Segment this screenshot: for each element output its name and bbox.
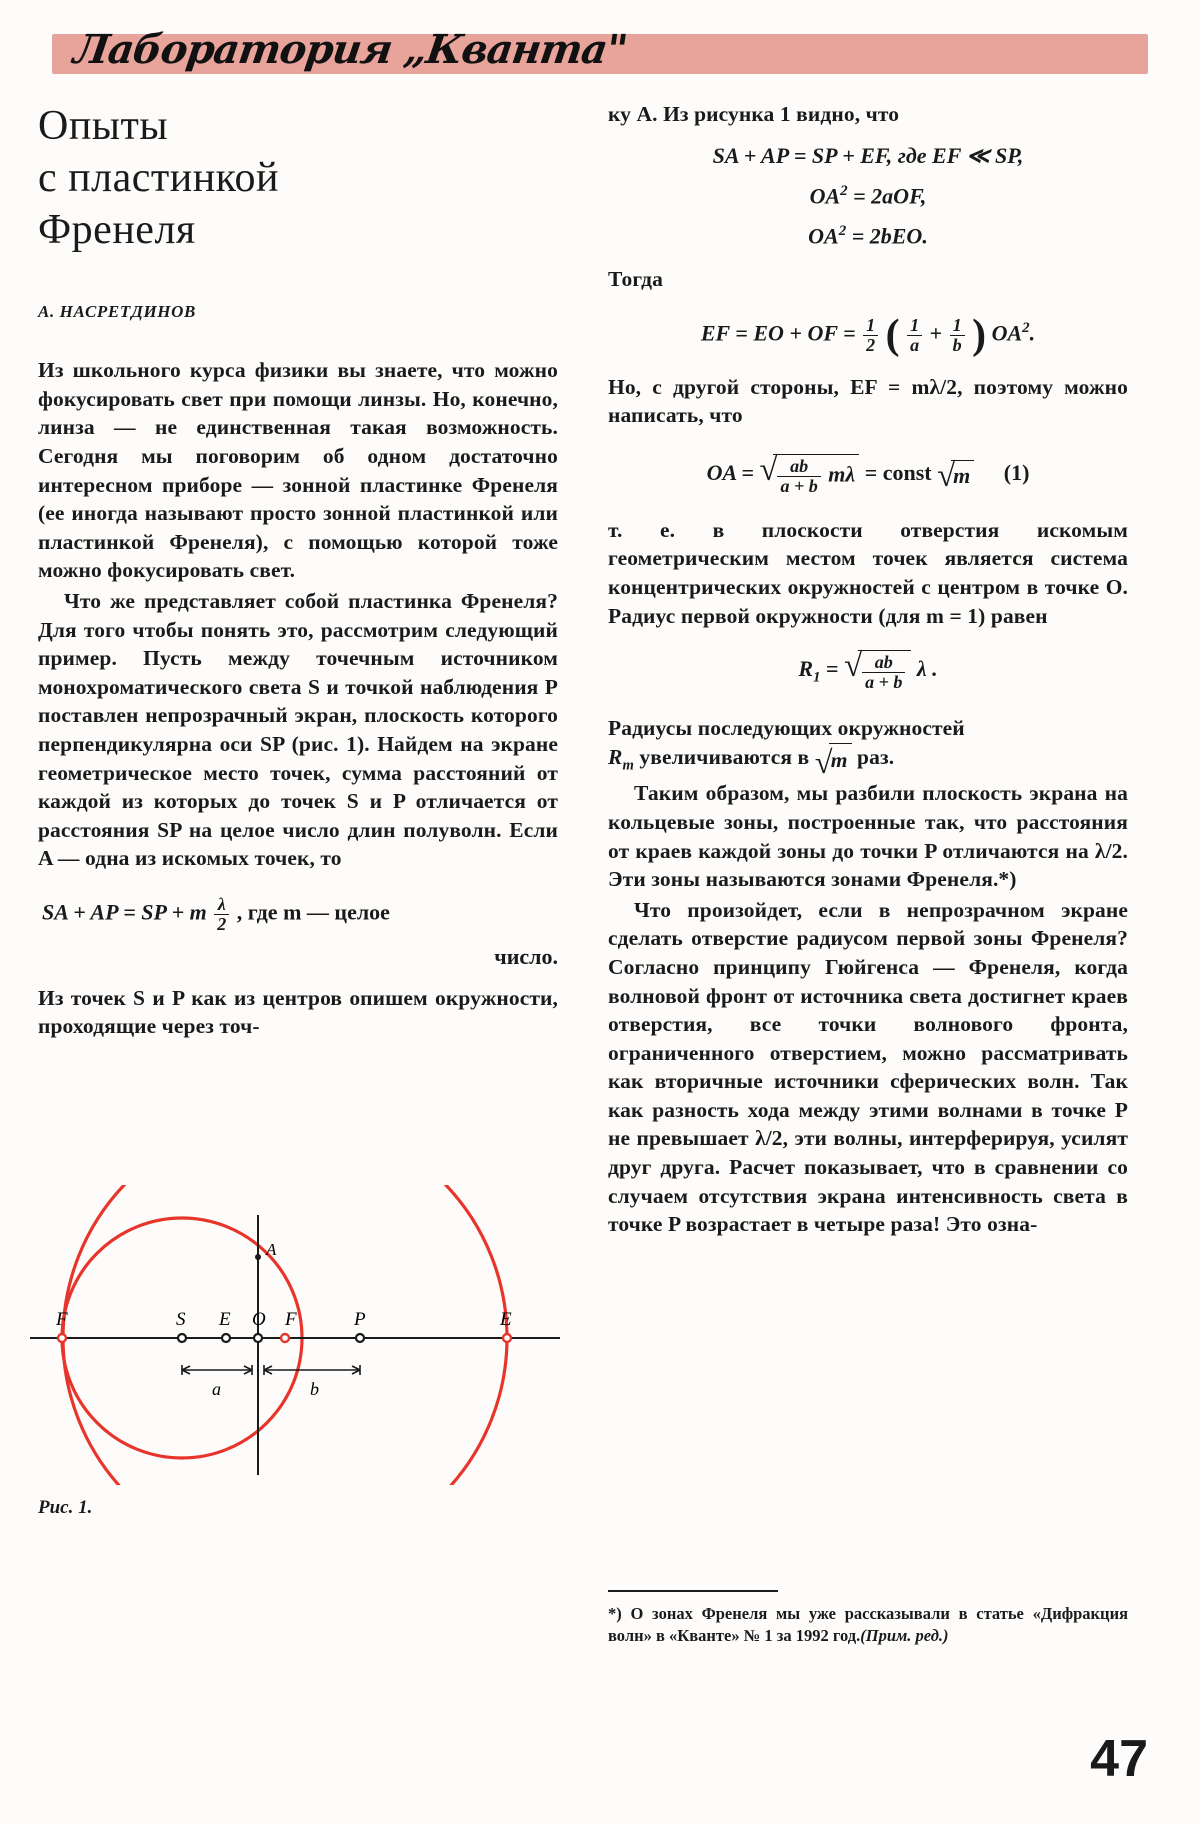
equation-sa-ap-tail2 (38, 944, 558, 970)
point-S (178, 1334, 186, 1342)
footnote-editor-note: (Прим. ред.) (860, 1626, 949, 1646)
paragraph-intro: Из школьного курса физики вы знаете, что можно фокусировать свет при помощи линзы. Но, конечно, линза — не единственная такая возможность. Сегодня мы поговорим об одном достаточно интересном приборе — зонной пластинке Френеля (ее иногда называют просто зонной пластинкой или пластинкой Френеля), с помощью которой тоже можно фокусировать свет. (38, 358, 558, 583)
radii-R-subscript: m (622, 756, 634, 773)
equation-R1-fraction-numerator: √ ab (874, 652, 893, 673)
figure-label-F-right: F (285, 1309, 297, 1330)
figure-caption: Рис. 1. (38, 1497, 93, 1518)
equation-1-mlambda: mλ (828, 461, 856, 487)
footnote-divider (608, 1590, 778, 1592)
equation-sa-ap (38, 895, 558, 934)
equation-ef-one-over-a (907, 316, 922, 355)
footnote-body: *) О зонах Френеля мы уже рассказывали в статье «Дифракция волн» в «Кванте» № 1 за 1992 год. (608, 1604, 1128, 1646)
equation-R1-fraction (862, 653, 905, 692)
equation-oa2-lead: OA (809, 182, 841, 208)
one-over-b-numerator: 1 (952, 314, 962, 335)
radii-mid-text: увеличиваются в (633, 744, 810, 769)
equation-1-sqrt-m-radicand: m (951, 460, 974, 489)
paragraph-circles: Из точек S и P как из центров опишем окружности, проходящие через точ- (38, 985, 558, 1039)
paragraph-concentric: т. е. в плоскости отверстия искомым геометрическим местом точек является система концентрических окружностей с центром в точке O. Радиус первой окружности (для m = 1) равен (608, 517, 1128, 628)
paragraph-zones: Таким образом, мы разбили плоскость экрана на кольцевые зоны, построенные так, что расстояния от краев каждой зоны до точки P отличаются на λ/2. Эти зоны называются зонами Френеля.*) (608, 781, 1128, 892)
one-over-a-numerator: 1 (910, 314, 920, 335)
equation-1-fraction-denominator: a + b (777, 476, 820, 496)
equation-1-radicand (773, 454, 859, 496)
title-line-1: Опыты (38, 103, 169, 149)
point-F-right (281, 1334, 289, 1342)
paragraph-other-side: Но, с другой стороны, EF = mλ/2, поэтому можно написать, что (608, 374, 1128, 428)
equation-oa2b-right: = 2bEO. (851, 223, 928, 249)
equation-R1-fraction-denominator: a + b (862, 672, 905, 692)
figure-label-A: A (266, 1240, 277, 1259)
equation-1-const: = const (864, 459, 932, 485)
equation-R1-sqrt (844, 650, 911, 692)
equation-1 (608, 454, 1128, 496)
equation-1-lead: OA = (706, 459, 754, 485)
equation-ef-tail-exponent: 2 (1022, 320, 1030, 336)
equation-R1-tail: λ . (916, 656, 938, 682)
equation-oa2-2beo (608, 223, 1128, 249)
paragraph-radii-line2 (608, 743, 1128, 776)
fraction-numerator: λ (217, 893, 226, 914)
left-column (38, 100, 558, 1041)
page-number: 47 (1090, 1730, 1148, 1788)
equation-ef-full (608, 311, 1128, 358)
equation-oa2b-lead: OA (808, 223, 839, 249)
paren-close: ) (972, 311, 987, 358)
point-E-right (503, 1334, 511, 1342)
radii-R: R (608, 744, 623, 769)
radii-sqrt (815, 743, 852, 775)
figure-label-F-left: F (56, 1309, 68, 1330)
equation-ef-period: . (1029, 320, 1036, 346)
paragraph-aperture: Что произойдет, если в непрозрачном экране сделать отверстие радиусом первой зоны Френеля? Согласно принципу Гюйгенса — Френеля, когда волновой фронт от источника света достигнет краев отверстия, все точки волнового фронта, ограниченного отверстием, можно рассматривать как вторичные источники сферических волн. Так как разность хода между этими волнами в точке P не превышает λ/2, эти волны, интерферируя, усилят друг друга. Расчет показывает, что в сравнении со случаем отсутствия экрана интенсивность света в точке P возрастает в четыре раза! Это озна- (608, 897, 1128, 1237)
equation-sa-ap-tail: , где m — целое (236, 899, 390, 925)
footnote (608, 1590, 1128, 1648)
equation-ef-one-over-b (950, 316, 965, 355)
equation-R1-subscript: 1 (813, 669, 821, 686)
paragraph-definition: Что же представляет собой пластинка Френеля? Для того чтобы понять это, рассмотрим следующий пример. Пусть между точечным источником монохроматического света S и точкой наблюдения P поставлен непрозрачный экран, плоскость которого перпендикулярна оси SP (рис. 1). Найдем на экране геометрическое место точек, сумма расстояний от каждой из которых до точек S и P отличается от расстояния SP на целое число длин полуволн. Если A — одна из искомых точек, то (38, 588, 558, 871)
equation-oa2-2aof (608, 183, 1128, 209)
equation-oa2-exponent: 2 (840, 182, 848, 199)
point-P (356, 1334, 364, 1342)
point-O (254, 1334, 262, 1342)
title-line-3: Френеля (38, 207, 196, 254)
equation-oa2b-exponent: 2 (838, 222, 847, 239)
paragraph-ku-a: ку A. Из рисунка 1 видно, что (608, 102, 900, 126)
equation-1-sqrt (759, 454, 859, 496)
figure-label-a: a (212, 1379, 221, 1399)
page-title (38, 100, 558, 256)
fraction-denominator: 2 (214, 914, 229, 934)
author-name: А. НАСРЕТДИНОВ (38, 302, 196, 322)
equation-ef-plus: + (929, 320, 943, 346)
equation-ef-half (863, 316, 878, 355)
figure-label-E: E (219, 1309, 231, 1330)
half-numerator: 1 (866, 314, 876, 335)
equation-sa-ap-lead: SA + AP = SP + m (42, 899, 207, 925)
equation-1-sqrt-m (937, 460, 974, 489)
one-over-a-denominator: a (907, 335, 922, 355)
label-then: Тогда (608, 267, 663, 292)
equation-sa-ap-tail2-text: число. (494, 943, 558, 969)
equation-1-fraction-numerator: √ ab (790, 455, 809, 476)
figure-label-O: O (252, 1309, 266, 1330)
point-A (255, 1254, 261, 1260)
point-E (222, 1334, 230, 1342)
equation-1-number: (1) (1003, 459, 1030, 485)
equation-ef-lead: EF = EO + OF = (700, 320, 856, 346)
point-F-left (58, 1334, 66, 1342)
equation-sa-ap-fraction (214, 895, 229, 934)
masthead-script-title: Лаборатория „Кванта" (70, 26, 630, 73)
equation-oa2-right: = 2aOF, (853, 182, 927, 208)
equation-ef-tail: OA (991, 320, 1023, 346)
figure-label-b: b (310, 1379, 319, 1399)
equation-R1-lead: R (798, 656, 814, 682)
figure-1-svg (30, 1185, 560, 1485)
equation-R1-radicand (858, 650, 911, 692)
radii-sqrt-radicand: m (829, 743, 852, 775)
footnote-text (608, 1603, 1128, 1648)
equation-1-fraction (777, 457, 820, 496)
paragraph-radii-line1: Радиусы последующих окружностей (608, 716, 965, 741)
figure-1 (30, 1185, 560, 1485)
equation-R1 (608, 650, 1128, 692)
one-over-b-denominator: b (950, 335, 965, 355)
masthead (52, 26, 1148, 82)
title-line-2: с пластинкой (38, 155, 279, 202)
paren-open: ( (885, 311, 900, 358)
figure-label-E-right: E (500, 1309, 512, 1330)
equation-sa-ap-ef: SA + AP = SP + EF, где EF ≪ SP, (712, 142, 1024, 168)
right-column (608, 100, 1128, 1239)
radii-tail-text: раз. (851, 744, 895, 769)
half-denominator: 2 (863, 335, 878, 355)
figure-label-S: S (176, 1309, 186, 1330)
figure-label-P: P (354, 1309, 366, 1330)
equation-R1-equals: = (826, 656, 839, 682)
